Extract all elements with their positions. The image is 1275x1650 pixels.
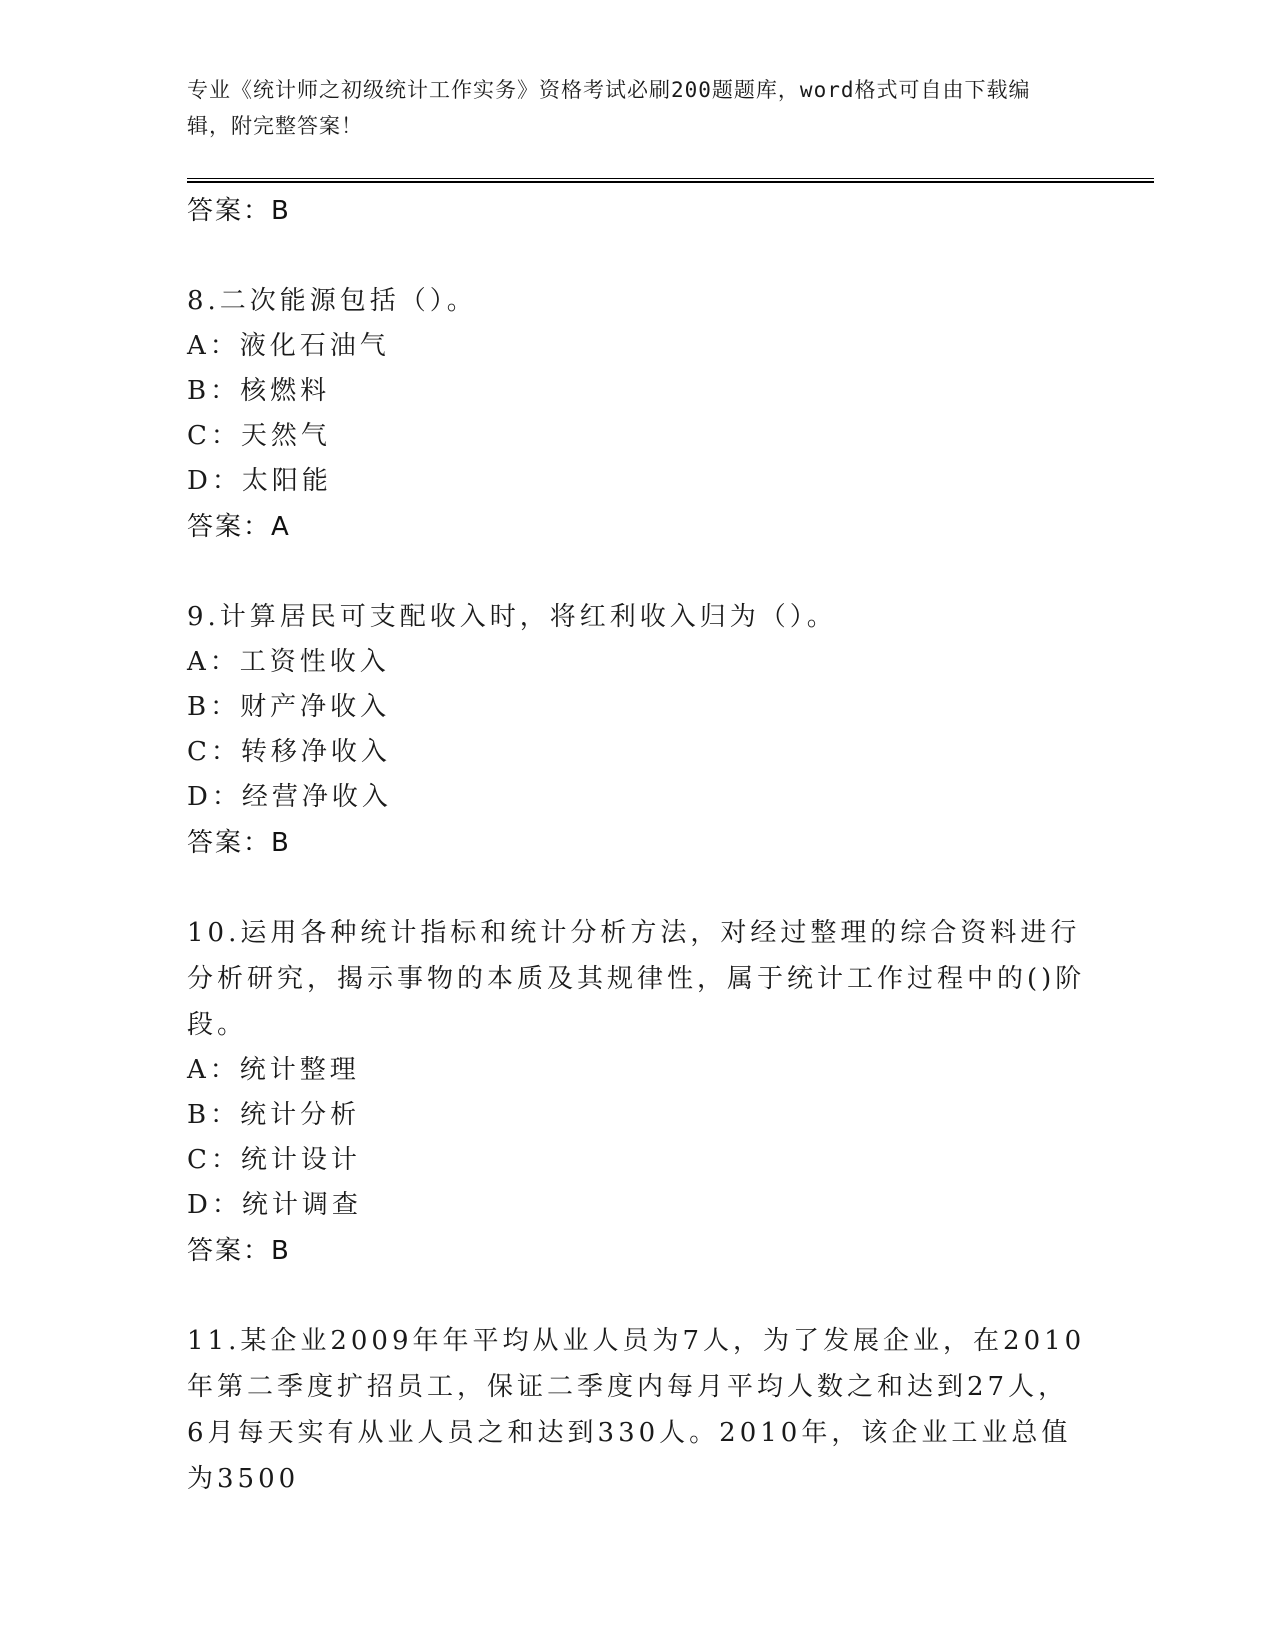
question-text: 8.二次能源包括（）。 (187, 286, 477, 316)
option-d: D：太阳能 (187, 466, 332, 496)
option-a: A：工资性收入 (187, 647, 390, 677)
spacer (187, 1274, 1087, 1318)
option-c: C：天然气 (187, 421, 331, 451)
answer-line: 答案：A (187, 512, 291, 542)
header-divider-thin (187, 178, 1154, 179)
option-b: B：财产净收入 (187, 692, 391, 722)
option-b: B：核燃料 (187, 376, 331, 406)
document-body (187, 188, 1087, 1502)
spacer (187, 550, 1087, 594)
page-header: 专业《统计师之初级统计工作实务》资格考试必刷200题题库，word格式可自由下载编辑，附完整答案！ (187, 78, 1031, 138)
option-a: A：统计整理 (187, 1055, 360, 1085)
question-block-9 (187, 594, 1087, 866)
question-block-8 (187, 278, 1087, 550)
question-block-10 (187, 910, 1087, 1274)
answer-line: 答案：B (187, 196, 291, 226)
question-text: 10.运用各种统计指标和统计分析方法，对经过整理的综合资料进行分析研究，揭示事物的本质及其规律性，属于统计工作过程中的()阶段。 (187, 918, 1086, 1040)
option-d: D：统计调查 (187, 1190, 362, 1220)
answer-line: 答案：B (187, 828, 291, 858)
option-a: A：液化石油气 (187, 331, 390, 361)
spacer (187, 866, 1087, 910)
question-text: 11.某企业2009年年平均从业人员为7人，为了发展企业，在2010年第二季度扩招员工，保证二季度内每月平均人数之和达到27人，6月每天实有从业人员之和达到330人。2010年，该企业工业总值为3500 (187, 1326, 1086, 1494)
question-text: 9.计算居民可支配收入时，将红利收入归为（）。 (187, 602, 837, 632)
header-divider-thick (187, 181, 1154, 183)
option-c: C：转移净收入 (187, 737, 391, 767)
option-b: B：统计分析 (187, 1100, 361, 1130)
option-c: C：统计设计 (187, 1145, 361, 1175)
question-block-11 (187, 1318, 1087, 1502)
answer-line: 答案：B (187, 1236, 291, 1266)
option-d: D：经营净收入 (187, 782, 392, 812)
spacer (187, 234, 1087, 278)
